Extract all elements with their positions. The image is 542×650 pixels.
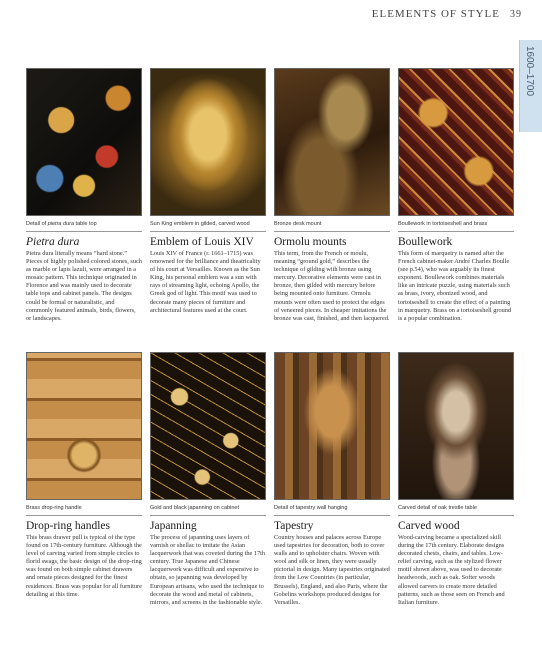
entry-title: Carved wood — [398, 520, 460, 532]
entry-body: This form of marquetry is named after the French cabinet-maker André Charles Boulle (see p.54), who was arguably its finest exponent. Boullework combines materials like an intricate puzzle, using materials such as brass, ivory, ebonized wood, and tortoiseshell to create the effect of a painting in marquetry. Brass on a tortoiseshell ground is a popular combination. — [398, 250, 512, 322]
photo-caption: Bronze desk mount — [274, 221, 322, 227]
entry-body: This brass drawer pull is typical of the type found on 17th-century furniture. Although the level of carving varied from simple circles to florid swags, the basic design of the drop-ring was found on both simple cabinet drawers and ornate pieces designed for the finest residences. Brass was popular for all furniture detailing at this time. — [26, 534, 142, 598]
tapestry-photo — [274, 352, 390, 500]
japanning-photo — [150, 352, 266, 500]
entry-title: Japanning — [150, 520, 197, 532]
photo-caption: Detail of tapestry wall hanging — [274, 505, 348, 511]
entry-emblem-louis-xiv — [150, 68, 266, 315]
entry-title: Emblem of Louis XIV — [150, 236, 254, 248]
carved-oak-photo — [398, 352, 514, 500]
entry-ormolu-mounts — [274, 68, 390, 323]
entry-pietra-dura — [26, 68, 142, 323]
caption-rule — [398, 231, 514, 232]
boullework-photo — [398, 68, 514, 216]
caption-rule — [398, 515, 514, 516]
entry-body: Country houses and palaces across Europe used tapestries for decoration, both to cover walls and to upholster chairs. Woven with wool and silk or linen, they were usually pictorial in design. Many tapestries originated from the Low Countries (in particular, Brussels), England, and also Paris, where the Gobelins workshops produced designs for Versailles. — [274, 534, 390, 606]
drop-ring-handle-photo — [26, 352, 142, 500]
photo-caption: Brass drop-ring handle — [26, 505, 82, 511]
entry-boullework — [398, 68, 514, 323]
entry-body: Louis XIV of France (r. 1661–1715) was renowned for the brilliance and theatricality of his court at Versailles. Known as the Sun King, his personal emblem was a sun with rays of streaming light, echoing Apollo, the Greek god of light. This motif was used to decorate many pieces of furniture and architectural features used at the court. — [150, 250, 261, 314]
entry-body: This term, from the French or moulu, meaning “ground gold,” describes the technique of gilding with bronze using mercury. Decorative elements were cast in bronze, then gilded with mercury before being mounted onto furniture. Ormolu mounts were often used to protect the edges of veneered pieces. In cheaper imitations the bronze was cast, finished, and then lacquered. — [274, 250, 390, 322]
photo-caption: Carved detail of oak trestle table — [398, 505, 477, 511]
section-title: ELEMENTS OF STYLE — [371, 8, 500, 20]
entry-body: Pietra dura literally means “hard stone.” Pieces of highly polished colored stones, such as marble or lapis lazuli, were arranged in a mosaic pattern. This technique originated in Florence and was mainly used to decorate table tops and cabinet panels. The designs could be formal or naturalistic, and commonly featured animals, birds, flowers, or landscapes. — [26, 250, 142, 322]
running-header — [372, 8, 522, 20]
photo-caption: Boullework in tortoiseshell and brass — [398, 221, 488, 227]
caption-rule — [274, 231, 390, 232]
caption-rule — [150, 231, 266, 232]
caption-rule — [26, 515, 142, 516]
entry-tapestry — [274, 352, 390, 607]
entry-title: Pietra dura — [26, 236, 80, 248]
sun-king-emblem-photo — [150, 68, 266, 216]
page-number: 39 — [510, 9, 522, 20]
caption-rule — [274, 515, 390, 516]
entry-title: Tapestry — [274, 520, 314, 532]
photo-caption: Gold and black japanning on cabinet — [150, 505, 239, 511]
caption-rule — [150, 515, 266, 516]
photo-caption: Detail of pietra dura table top — [26, 221, 97, 227]
entry-drop-ring-handles — [26, 352, 142, 599]
photo-caption: Sun King emblem in gilded, carved wood — [150, 221, 250, 227]
entry-title: Ormolu mounts — [274, 236, 347, 248]
entry-carved-wood — [398, 352, 514, 607]
period-label: 1600–1700 — [524, 46, 535, 97]
entry-japanning — [150, 352, 266, 607]
caption-rule — [26, 231, 142, 232]
entry-body: The process of japanning uses layers of varnish or shellac to imitate the Asian lacquerwork that was coveted during the 17th century. True Japanese and Chinese lacquerwork was difficult and expensive to obtain, so japanning was developed by European artisans, who used the technique to decorate the wood and metal of cabinets, mirrors, and screens in the fashionable style. — [150, 534, 266, 606]
entry-body: Wood-carving became a specialized skill during the 17th century. Elaborate designs decorated chests, chairs, and tables. Low-relief carving, such as the stylized flower motif shown above, was used to decorate headwoods, such as oak. Softer woods allowed carvers to create more detailed patterns, such as those seen on French and Italian furniture. — [398, 534, 505, 606]
period-tab — [519, 40, 542, 132]
entry-title: Boullework — [398, 236, 453, 248]
entry-title: Drop-ring handles — [26, 520, 110, 532]
pietra-dura-photo — [26, 68, 142, 216]
bronze-mount-photo — [274, 68, 390, 216]
